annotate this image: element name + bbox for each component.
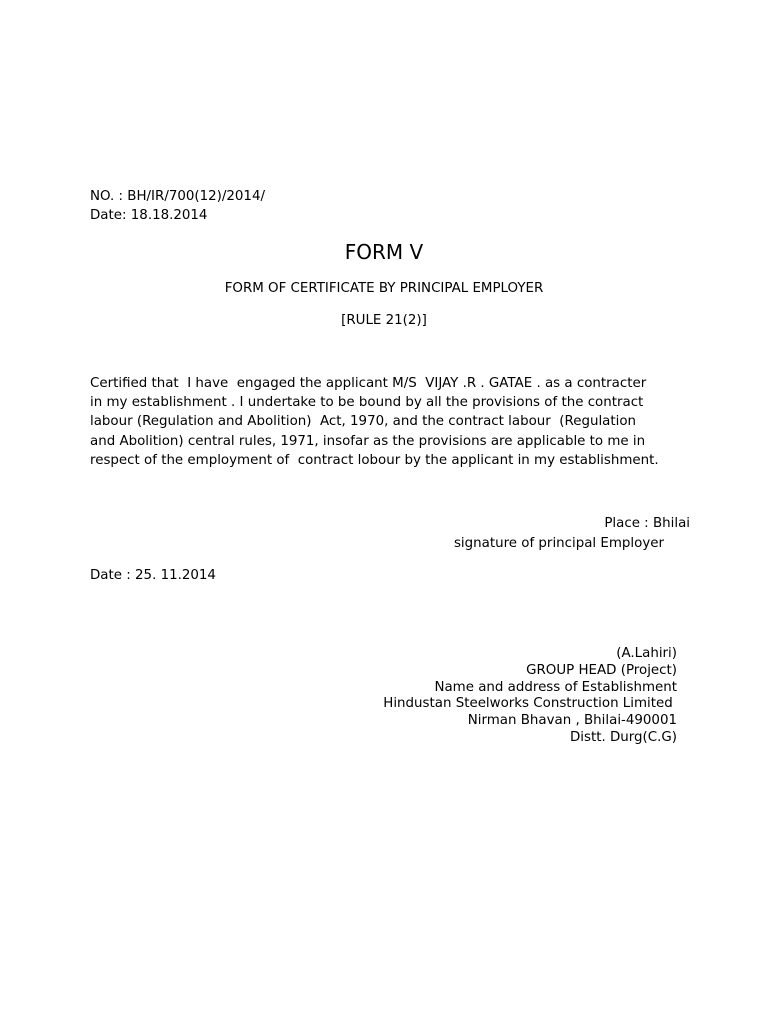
certificate-line: Certified that I have engaged the applicant M/S VIJAY .R . GATAE . as a contracter bbox=[90, 376, 647, 391]
signatory-name: (A.Lahiri) bbox=[616, 646, 677, 661]
certificate-paragraph bbox=[90, 374, 690, 470]
certificate-line: labour (Regulation and Abolition) Act, 1970, and the contract labour (Regulation bbox=[90, 414, 637, 430]
establishment-address: Nirman Bhavan , Bhilai-490001 bbox=[467, 713, 677, 729]
establishment-name: Hindustan Steelworks Construction Limited bbox=[383, 696, 677, 712]
certificate-line: and Abolition) central rules, 1971, insofar as the provisions are applicable to me in bbox=[90, 433, 646, 449]
establishment-label: Name and address of Establishment bbox=[434, 679, 677, 695]
form-title: FORM V bbox=[344, 240, 424, 264]
place-line: Place : Bhilai bbox=[604, 516, 690, 531]
reference-date: Date: 18.18.2014 bbox=[90, 208, 208, 223]
reference-number: NO. : BH/IR/700(12)/2014/ bbox=[90, 189, 265, 204]
signatory-designation: GROUP HEAD (Project) bbox=[526, 662, 677, 678]
certificate-date: Date : 25. 11.2014 bbox=[90, 568, 216, 583]
certificate-line: in my establishment . I undertake to be bound by all the provisions of the contract bbox=[90, 395, 644, 411]
signatory-block bbox=[383, 646, 677, 747]
establishment-district: Distt. Durg(C.G) bbox=[569, 729, 677, 745]
signature-label: signature of principal Employer bbox=[453, 536, 664, 551]
form-subtitle: FORM OF CERTIFICATE BY PRINCIPAL EMPLOYER bbox=[224, 281, 544, 296]
certificate-line: respect of the employment of contract lobour by the applicant in my establishment. bbox=[90, 452, 659, 468]
form-rule: [RULE 21(2)] bbox=[341, 313, 427, 328]
